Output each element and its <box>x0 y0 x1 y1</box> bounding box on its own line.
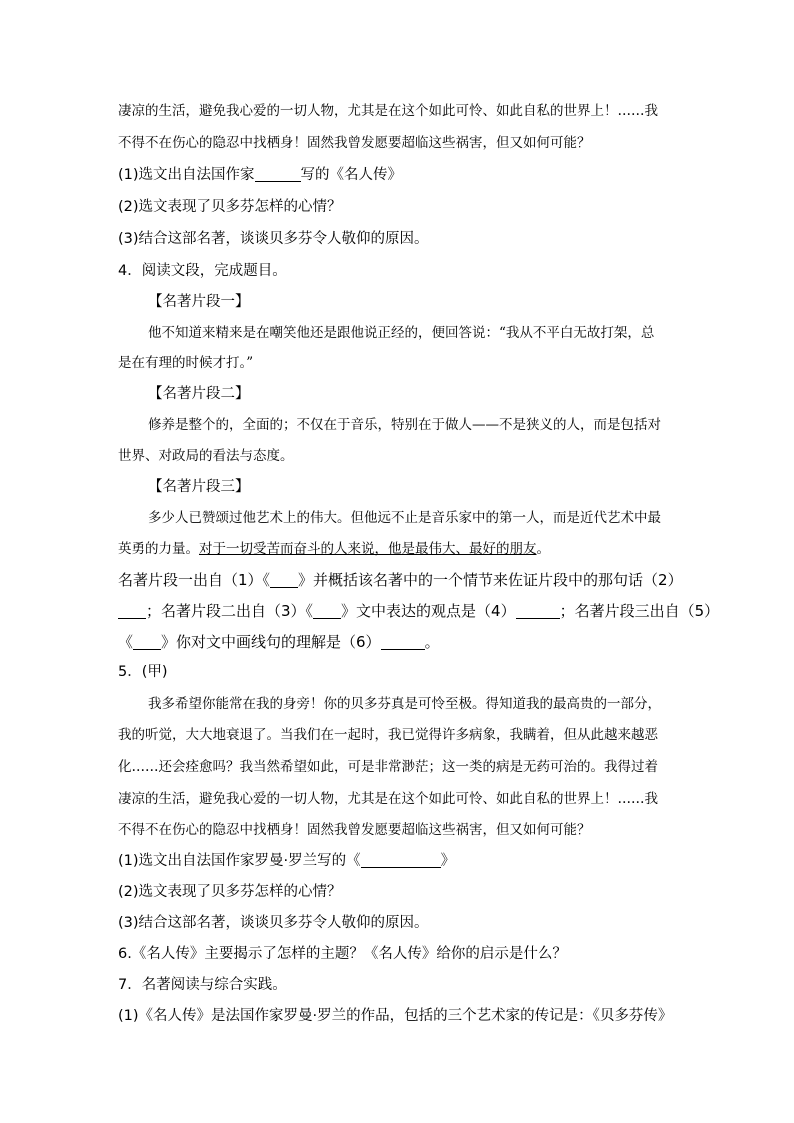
question-5-2: (2)选文表现了贝多芬怎样的心情？ <box>118 884 342 900</box>
passage-line: 不得不在伤心的隐忍中找栖身！固然我曾发愿要超临这些祸害，但又如何可能？ <box>118 822 591 838</box>
question-text: 。 <box>424 633 440 651</box>
fill-in-line-1 <box>118 570 683 590</box>
question-text: (1)选文出自法国作家罗曼·罗兰写的《 <box>118 853 361 869</box>
passage-line: 多少人已赞颂过他艺术上的伟大。但他远不止是音乐家中的第一人，而是近代艺术中最 <box>148 510 661 526</box>
passage-line: 不得不在伤心的隐忍中找栖身！固然我曾发愿要超临这些祸害，但又如何可能？ <box>118 135 591 151</box>
excerpt-1-heading: 【名著片段一】 <box>148 294 250 310</box>
passage-line: 我的听觉，大大地衰退了。当我们在一起时，我已觉得许多病象，我瞒着，但从此越来越恶 <box>118 727 658 743</box>
passage-line: 是在有理的时候才打。” <box>118 355 254 371</box>
fill-in-line-3 <box>118 632 440 652</box>
answer-blank[interactable] <box>361 851 441 868</box>
question-text: 》你对文中画线句的理解是（6） <box>161 633 381 651</box>
passage-line: 化……还会痊愈吗？我当然希望如此，可是非常渺茫；这一类的病是无药可治的。我得过着 <box>118 759 658 775</box>
passage-line: 修养是整个的，全面的；不仅在于音乐，特别在于做人——不是狭义的人，而是包括对 <box>148 417 661 433</box>
underlined-sentence: 对于一切受苦而奋斗的人来说，他是最伟大、最好的朋友 <box>199 541 537 557</box>
passage-line <box>118 539 550 559</box>
answer-blank-6[interactable] <box>381 633 425 650</box>
passage-line: 世界、对政局的看法与态度。 <box>118 448 294 464</box>
question-4: 4．阅读文段，完成题目。 <box>118 263 287 279</box>
answer-blank-2[interactable] <box>118 602 146 619</box>
passage-line: 我多希望你能常在我的身旁！你的贝多芬真是可怜至极。得知道我的最高贵的一部分， <box>148 696 661 712</box>
answer-blank-1[interactable] <box>270 571 298 588</box>
passage-line: 他不知道来精来是在嘲笑他还是跟他说正经的，便回答说：“我从不平白无故打架，总 <box>148 325 655 341</box>
question-6: 6.《名人传》主要揭示了怎样的主题？《名人传》给你的启示是什么？ <box>118 946 567 962</box>
question-text: 》 <box>440 853 456 869</box>
question-text: 《 <box>118 633 134 651</box>
question-7: 7．名著阅读与综合实践。 <box>118 977 287 993</box>
question-text: 写的《名人传》 <box>300 167 403 183</box>
answer-blank[interactable] <box>255 165 301 182</box>
question-5-1 <box>118 851 455 871</box>
excerpt-2-heading: 【名著片段二】 <box>148 386 250 402</box>
answer-blank-4[interactable] <box>516 602 560 619</box>
question-3-1 <box>118 165 402 185</box>
question-7-1: (1)《名人传》是法国作家罗曼·罗兰的作品，包括的三个艺术家的传记是：《贝多芬传》 <box>118 1008 673 1024</box>
passage-line: 凄凉的生活，避免我心爱的一切人物，尤其是在这个如此可怜、如此自私的世界上！……我 <box>118 791 658 807</box>
passage-text: 英勇的力量。 <box>118 541 199 557</box>
question-5-3: (3)结合这部名著，谈谈贝多芬令人敬仰的原因。 <box>118 915 429 931</box>
question-text: 》并概括该名著中的一个情节来佐证片段中的那句话（2） <box>298 571 683 589</box>
passage-text: 。 <box>536 541 550 557</box>
question-text: ；名著片段二出自（3）《 <box>146 602 314 620</box>
question-5: 5．(甲) <box>118 664 168 680</box>
answer-blank-3[interactable] <box>313 602 341 619</box>
fill-in-line-2 <box>118 601 719 621</box>
question-3-2: (2)选文表现了贝多芬怎样的心情？ <box>118 199 342 215</box>
question-text: (1)选文出自法国作家 <box>118 167 255 183</box>
question-text: 》文中表达的观点是（4） <box>341 602 516 620</box>
question-3-3: (3)结合这部名著，谈谈贝多芬令人敬仰的原因。 <box>118 231 429 247</box>
question-text: 名著片段一出自（1）《 <box>118 571 271 589</box>
question-text: ；名著片段三出自（5） <box>559 602 720 620</box>
answer-blank-5[interactable] <box>133 633 161 650</box>
excerpt-3-heading: 【名著片段三】 <box>148 479 250 495</box>
passage-line: 凄凉的生活，避免我心爱的一切人物，尤其是在这个如此可怜、如此自私的世界上！……我 <box>118 103 658 119</box>
